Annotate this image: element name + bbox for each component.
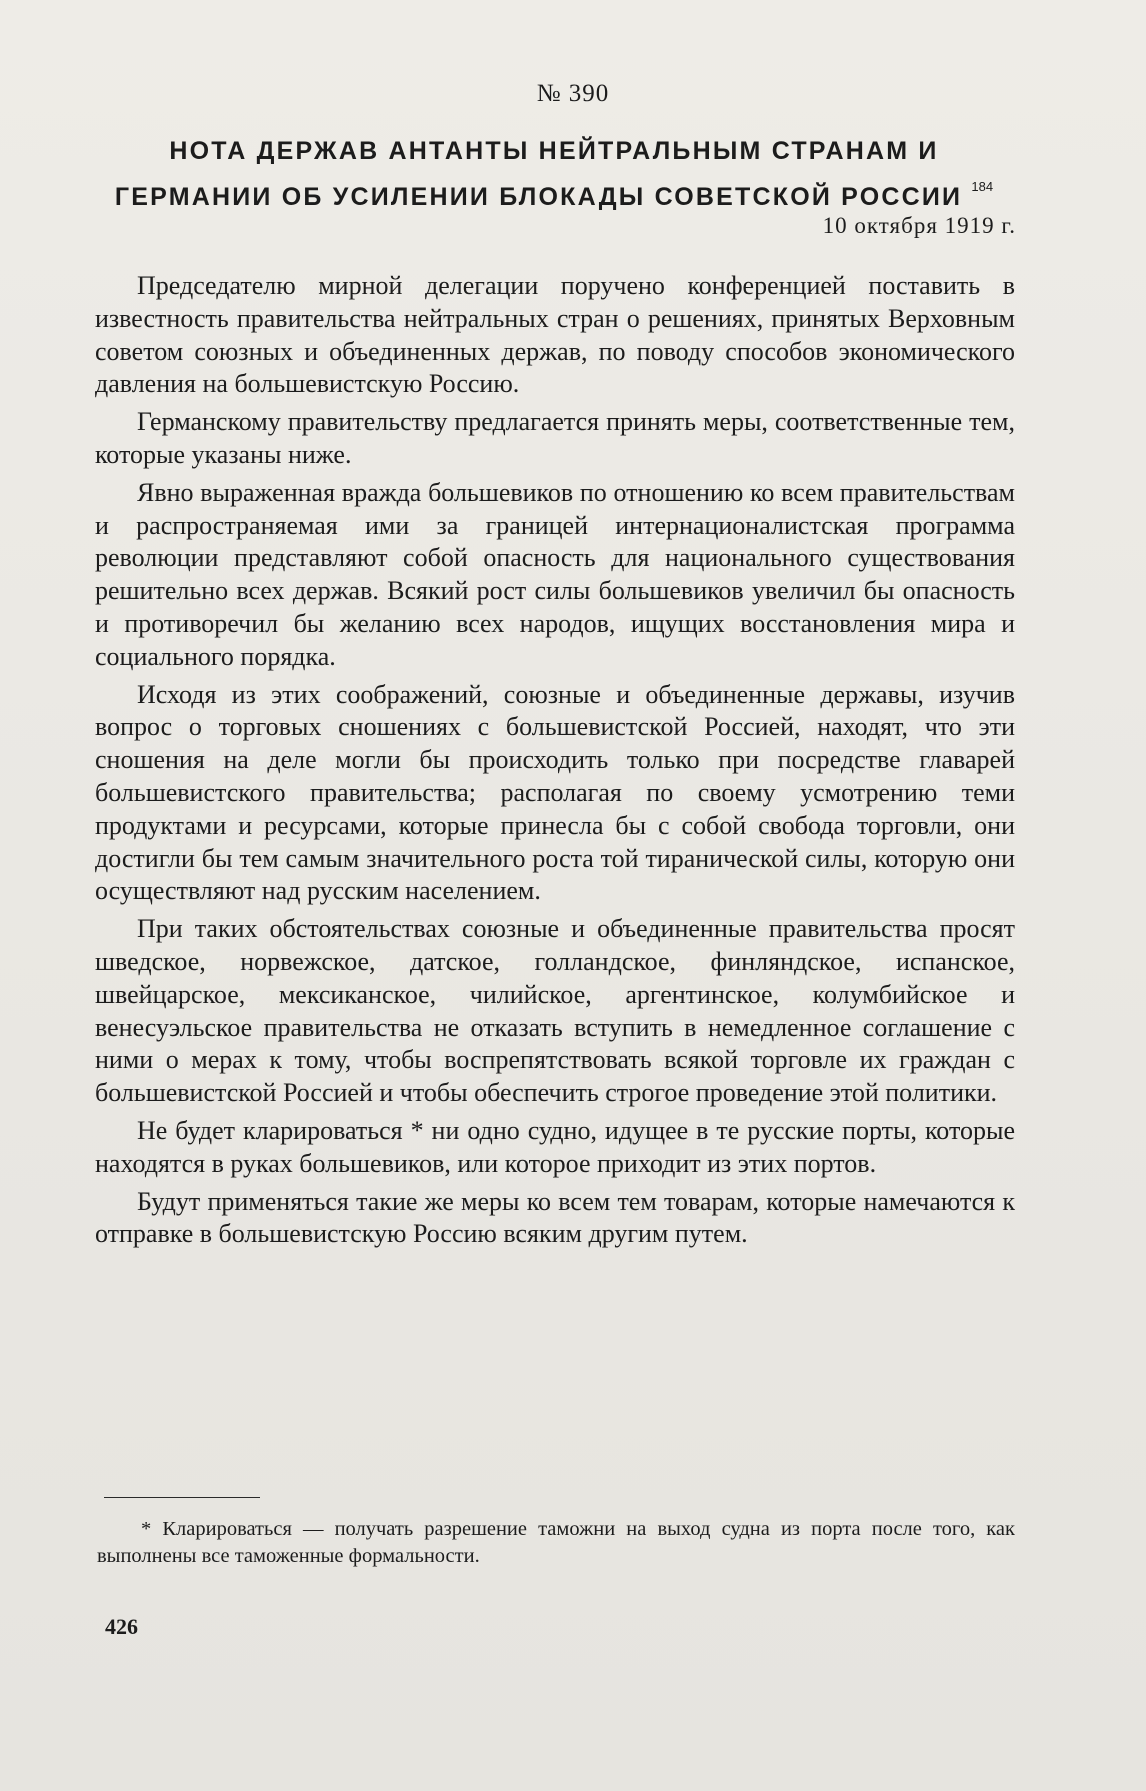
document-date: 10 октября 1919 г. bbox=[822, 213, 1016, 238]
page-number: 426 bbox=[105, 1614, 138, 1639]
paragraph: Будут применяться такие же меры ко всем тем товарам, которые намечаются к отправке в большевистскую Россию всяким другим путем. bbox=[95, 1186, 1015, 1249]
paragraph: Не будет кларироваться * ни одно судно, идущее в те русские порты, которые находятся в руках большевиков, или которое приходит из этих портов. bbox=[95, 1115, 1015, 1178]
document-number: № 390 bbox=[536, 80, 610, 107]
title-text: НОТА ДЕРЖАВ АНТАНТЫ НЕЙТРАЛЬНЫМ СТРАНАМ И ГЕРМАНИИ ОБ УСИЛЕНИИ БЛОКАДЫ СОВЕТСКОЙ РОССИИ bbox=[114, 137, 963, 211]
paragraph: Явно выраженная вражда большевиков по отношению ко всем правительствам и распространяемая ими за границей интернационалистская программа революции представляют собой опасность для национального существования решительно всех держав. Всякий рост силы большевиков увеличил бы опасность и противоречил бы желанию всех народов, ищущих восстановления мира и социального порядка. bbox=[95, 477, 1015, 671]
footnote-divider bbox=[104, 1497, 260, 1498]
paragraph: Германскому правительству предлагается принять меры, соответственные тем, которые указаны ниже. bbox=[95, 407, 1015, 469]
paragraph: Исходя из этих соображений, союзные и объединенные державы, изучив вопрос о торговых сношениях с большевистской Россией, находят, что эти сношения на деле могли бы происходить только при посредстве главарей большевистского правительства; располагая по своему усмотрению теми продуктами и ресурсами, которые принесла бы с собой свобода торговли, они достигли бы тем самым значительного роста той тиранической силы, которую они осуществляют над русским населением. bbox=[95, 679, 1015, 906]
paragraph: Председателю мирной делегации поручено конференцией поставить в известность правительства нейтральных стран о решениях, принятых Верховным советом союзных и объединенных держав, по поводу способов экономического давления на большевистскую Россию. bbox=[95, 271, 1015, 399]
footnote: * Кларироваться — получать разрешение таможни на выход судна из порта после того, как выполнены все таможенные формальности. bbox=[97, 1518, 1015, 1567]
document-body bbox=[95, 270, 1015, 1256]
document-title bbox=[90, 133, 1018, 215]
paragraph: При таких обстоятельствах союзные и объединенные правительства просят шведское, норвежское, датское, голландское, финляндское, испанское, швейцарское, мексиканское, чилийское, аргентинское, колумбийское и венесуэльское правительства не отказать вступить в немедленное соглашение с ними о мерах к тому, чтобы воспрепятствовать всякой торговле их граждан с большевистской Россией и чтобы обеспечить строгое проведение этой политики. bbox=[95, 914, 1015, 1108]
title-note-ref: 184 bbox=[971, 179, 994, 194]
